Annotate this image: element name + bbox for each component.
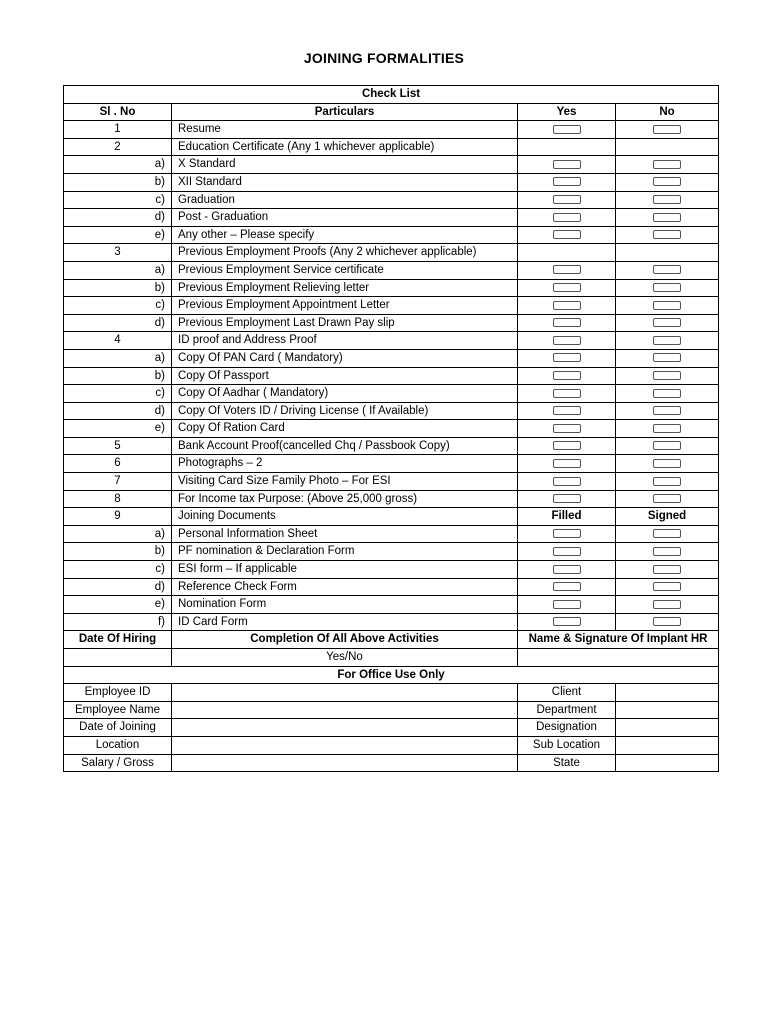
no-checkbox[interactable] [653, 494, 681, 503]
yes-checkbox[interactable] [553, 389, 581, 398]
checklist-row [64, 455, 719, 473]
completion-value-row [64, 649, 719, 667]
item-number: 7 [64, 473, 172, 491]
no-cell [616, 385, 719, 403]
yes-checkbox[interactable] [553, 125, 581, 134]
office-use-caption-row [64, 666, 719, 684]
yes-cell [518, 402, 616, 420]
office-use-caption: For Office Use Only [64, 666, 719, 684]
checklist-row [64, 138, 719, 156]
yes-cell [518, 121, 616, 139]
item-number: 9 [64, 508, 172, 526]
sub-item-label: e) [64, 596, 172, 614]
checklist-table [63, 85, 719, 772]
yes-checkbox[interactable] [553, 371, 581, 380]
checklist-row [64, 279, 719, 297]
yes-cell [518, 173, 616, 191]
sub-item-label: b) [64, 367, 172, 385]
office-field-value[interactable] [616, 754, 719, 772]
checklist-row [64, 209, 719, 227]
yes-cell [518, 297, 616, 315]
no-checkbox[interactable] [653, 230, 681, 239]
filled-checkbox[interactable] [553, 565, 581, 574]
no-checkbox[interactable] [653, 301, 681, 310]
office-use-row [64, 684, 719, 702]
yes-checkbox[interactable] [553, 265, 581, 274]
no-checkbox[interactable] [653, 406, 681, 415]
yes-cell [518, 490, 616, 508]
yes-checkbox[interactable] [553, 441, 581, 450]
particular-text: Education Certificate (Any 1 whichever applicable) [172, 138, 518, 156]
filled-header: Filled [518, 508, 616, 526]
item-number: 2 [64, 138, 172, 156]
yes-cell [518, 156, 616, 174]
filled-checkbox[interactable] [553, 600, 581, 609]
item-number: 3 [64, 244, 172, 262]
checklist-row [64, 473, 719, 491]
checklist-row [64, 156, 719, 174]
office-field-label: Client [518, 684, 616, 702]
particular-text: Any other – Please specify [172, 226, 518, 244]
sub-item-label: d) [64, 209, 172, 227]
yes-checkbox[interactable] [553, 353, 581, 362]
office-field-label: Date of Joining [64, 719, 172, 737]
particular-text: Visiting Card Size Family Photo – For ESI [172, 473, 518, 491]
sub-item-label: b) [64, 173, 172, 191]
yes-checkbox[interactable] [553, 301, 581, 310]
office-field-label: Salary / Gross [64, 754, 172, 772]
sub-item-label: c) [64, 385, 172, 403]
no-checkbox[interactable] [653, 265, 681, 274]
sub-item-label: a) [64, 349, 172, 367]
filled-cell [518, 596, 616, 614]
filled-checkbox[interactable] [553, 582, 581, 591]
yes-checkbox[interactable] [553, 336, 581, 345]
yes-cell [518, 437, 616, 455]
signed-checkbox[interactable] [653, 565, 681, 574]
sub-item-label: d) [64, 314, 172, 332]
office-field-label: Location [64, 736, 172, 754]
signed-checkbox[interactable] [653, 547, 681, 556]
sl-no-header: Sl . No [64, 103, 172, 121]
no-header: No [616, 103, 719, 121]
item-number: 1 [64, 121, 172, 139]
office-field-value[interactable] [172, 754, 518, 772]
particular-text: Previous Employment Relieving letter [172, 279, 518, 297]
checklist-row [64, 226, 719, 244]
implant-hr-signature-label: Name & Signature Of Implant HR [518, 631, 719, 649]
joining-documents-row [64, 508, 719, 526]
yes-checkbox[interactable] [553, 459, 581, 468]
no-cell [616, 473, 719, 491]
filled-checkbox[interactable] [553, 547, 581, 556]
office-field-label: State [518, 754, 616, 772]
no-cell [616, 437, 719, 455]
yes-cell-empty [518, 244, 616, 262]
filled-cell [518, 578, 616, 596]
particular-text: X Standard [172, 156, 518, 174]
checklist-row [64, 121, 719, 139]
no-cell [616, 297, 719, 315]
item-number: 8 [64, 490, 172, 508]
no-cell [616, 191, 719, 209]
yes-cell [518, 349, 616, 367]
yes-checkbox[interactable] [553, 283, 581, 292]
yes-cell [518, 420, 616, 438]
yes-checkbox[interactable] [553, 424, 581, 433]
sub-item-label: b) [64, 543, 172, 561]
particular-text: Previous Employment Appointment Letter [172, 297, 518, 315]
checklist-row [64, 332, 719, 350]
checklist-row [64, 261, 719, 279]
no-checkbox[interactable] [653, 318, 681, 327]
item-number: 5 [64, 437, 172, 455]
completion-label: Completion Of All Above Activities [172, 631, 518, 649]
office-use-row [64, 736, 719, 754]
checklist-row [64, 367, 719, 385]
office-field-value[interactable] [172, 736, 518, 754]
office-field-value[interactable] [172, 701, 518, 719]
no-checkbox[interactable] [653, 177, 681, 186]
sub-item-label: e) [64, 226, 172, 244]
no-cell-empty [616, 138, 719, 156]
no-cell [616, 314, 719, 332]
office-field-value[interactable] [616, 701, 719, 719]
particular-text: Joining Documents [172, 508, 518, 526]
sub-item-label: b) [64, 279, 172, 297]
no-checkbox[interactable] [653, 283, 681, 292]
office-field-value[interactable] [172, 719, 518, 737]
filled-cell [518, 561, 616, 579]
signed-checkbox[interactable] [653, 529, 681, 538]
filled-checkbox[interactable] [553, 529, 581, 538]
sub-item-label: c) [64, 297, 172, 315]
office-field-value[interactable] [616, 719, 719, 737]
sub-item-label: a) [64, 156, 172, 174]
joining-document-row [64, 613, 719, 631]
no-checkbox[interactable] [653, 441, 681, 450]
office-use-row [64, 701, 719, 719]
checklist-row [64, 314, 719, 332]
yes-checkbox[interactable] [553, 195, 581, 204]
no-cell [616, 209, 719, 227]
no-cell [616, 173, 719, 191]
particular-text: Previous Employment Service certificate [172, 261, 518, 279]
no-cell [616, 402, 719, 420]
no-cell [616, 156, 719, 174]
checklist-row [64, 191, 719, 209]
yes-cell [518, 279, 616, 297]
no-cell [616, 279, 719, 297]
particular-text: Reference Check Form [172, 578, 518, 596]
checklist-caption: Check List [64, 86, 719, 104]
checklist-row [64, 490, 719, 508]
date-of-hiring-field[interactable] [64, 649, 172, 667]
signed-cell [616, 543, 719, 561]
particular-text: ESI form – If applicable [172, 561, 518, 579]
signed-cell [616, 613, 719, 631]
office-use-row [64, 719, 719, 737]
yes-cell [518, 226, 616, 244]
no-cell [616, 455, 719, 473]
sub-item-label: e) [64, 420, 172, 438]
yes-cell [518, 314, 616, 332]
checklist-row [64, 420, 719, 438]
office-field-value[interactable] [616, 684, 719, 702]
yes-no-field[interactable]: Yes/No [172, 649, 518, 667]
item-number: 6 [64, 455, 172, 473]
no-checkbox[interactable] [653, 125, 681, 134]
yes-cell [518, 473, 616, 491]
sub-item-label: f) [64, 613, 172, 631]
office-use-row [64, 754, 719, 772]
yes-cell [518, 367, 616, 385]
sub-item-label: c) [64, 191, 172, 209]
signed-cell [616, 525, 719, 543]
particular-text: Copy Of Voters ID / Driving License ( If Available) [172, 402, 518, 420]
sub-item-label: d) [64, 578, 172, 596]
checklist-row [64, 402, 719, 420]
yes-header: Yes [518, 103, 616, 121]
filled-cell [518, 613, 616, 631]
implant-hr-signature-field[interactable] [518, 649, 719, 667]
yes-cell [518, 332, 616, 350]
no-checkbox[interactable] [653, 371, 681, 380]
yes-checkbox[interactable] [553, 160, 581, 169]
office-field-label: Department [518, 701, 616, 719]
no-checkbox[interactable] [653, 195, 681, 204]
office-field-label: Designation [518, 719, 616, 737]
no-cell [616, 349, 719, 367]
no-checkbox[interactable] [653, 160, 681, 169]
particular-text: ID proof and Address Proof [172, 332, 518, 350]
particular-text: ID Card Form [172, 613, 518, 631]
office-field-label: Employee Name [64, 701, 172, 719]
checklist-caption-row [64, 86, 719, 104]
particular-text: Previous Employment Last Drawn Pay slip [172, 314, 518, 332]
checklist-row [64, 173, 719, 191]
particulars-header: Particulars [172, 103, 518, 121]
particular-text: Personal Information Sheet [172, 525, 518, 543]
no-checkbox[interactable] [653, 213, 681, 222]
no-cell [616, 261, 719, 279]
item-number: 4 [64, 332, 172, 350]
sub-item-label: d) [64, 402, 172, 420]
sub-item-label: a) [64, 525, 172, 543]
yes-checkbox[interactable] [553, 213, 581, 222]
particular-text: Photographs – 2 [172, 455, 518, 473]
particular-text: For Income tax Purpose: (Above 25,000 gross) [172, 490, 518, 508]
particular-text: Copy Of Aadhar ( Mandatory) [172, 385, 518, 403]
yes-checkbox[interactable] [553, 177, 581, 186]
particular-text: Copy Of Ration Card [172, 420, 518, 438]
filled-checkbox[interactable] [553, 617, 581, 626]
signed-checkbox[interactable] [653, 600, 681, 609]
checklist-row [64, 349, 719, 367]
no-cell [616, 332, 719, 350]
joining-document-row [64, 525, 719, 543]
signed-header: Signed [616, 508, 719, 526]
signed-cell [616, 578, 719, 596]
signed-checkbox[interactable] [653, 617, 681, 626]
signed-cell [616, 561, 719, 579]
no-cell [616, 226, 719, 244]
office-field-value[interactable] [616, 736, 719, 754]
yes-checkbox[interactable] [553, 477, 581, 486]
particular-text: Post - Graduation [172, 209, 518, 227]
signed-cell [616, 596, 719, 614]
date-of-hiring-label: Date Of Hiring [64, 631, 172, 649]
no-checkbox[interactable] [653, 424, 681, 433]
sub-item-label: a) [64, 261, 172, 279]
no-checkbox[interactable] [653, 477, 681, 486]
signed-checkbox[interactable] [653, 582, 681, 591]
no-checkbox[interactable] [653, 459, 681, 468]
particular-text: Resume [172, 121, 518, 139]
header-row [64, 103, 719, 121]
no-checkbox[interactable] [653, 336, 681, 345]
no-cell [616, 121, 719, 139]
particular-text: Previous Employment Proofs (Any 2 whichever applicable) [172, 244, 518, 262]
yes-cell [518, 261, 616, 279]
filled-cell [518, 525, 616, 543]
no-cell [616, 420, 719, 438]
yes-cell-empty [518, 138, 616, 156]
no-cell-empty [616, 244, 719, 262]
checklist-row [64, 297, 719, 315]
yes-checkbox[interactable] [553, 230, 581, 239]
filled-cell [518, 543, 616, 561]
yes-checkbox[interactable] [553, 406, 581, 415]
no-cell [616, 367, 719, 385]
particular-text: Copy Of PAN Card ( Mandatory) [172, 349, 518, 367]
particular-text: Nomination Form [172, 596, 518, 614]
no-checkbox[interactable] [653, 353, 681, 362]
checklist-row [64, 385, 719, 403]
particular-text: XII Standard [172, 173, 518, 191]
particular-text: Copy Of Passport [172, 367, 518, 385]
page-title: JOINING FORMALITIES [303, 50, 465, 66]
checklist-row [64, 437, 719, 455]
joining-document-row [64, 543, 719, 561]
joining-document-row [64, 596, 719, 614]
particular-text: PF nomination & Declaration Form [172, 543, 518, 561]
yes-checkbox[interactable] [553, 494, 581, 503]
yes-checkbox[interactable] [553, 318, 581, 327]
no-cell [616, 490, 719, 508]
completion-row [64, 631, 719, 649]
yes-cell [518, 385, 616, 403]
joining-document-row [64, 561, 719, 579]
joining-document-row [64, 578, 719, 596]
yes-cell [518, 191, 616, 209]
particular-text: Bank Account Proof(cancelled Chq / Passbook Copy) [172, 437, 518, 455]
office-field-label: Employee ID [64, 684, 172, 702]
office-field-label: Sub Location [518, 736, 616, 754]
no-checkbox[interactable] [653, 389, 681, 398]
sub-item-label: c) [64, 561, 172, 579]
office-field-value[interactable] [172, 684, 518, 702]
particular-text: Graduation [172, 191, 518, 209]
yes-cell [518, 455, 616, 473]
checklist-row [64, 244, 719, 262]
yes-cell [518, 209, 616, 227]
